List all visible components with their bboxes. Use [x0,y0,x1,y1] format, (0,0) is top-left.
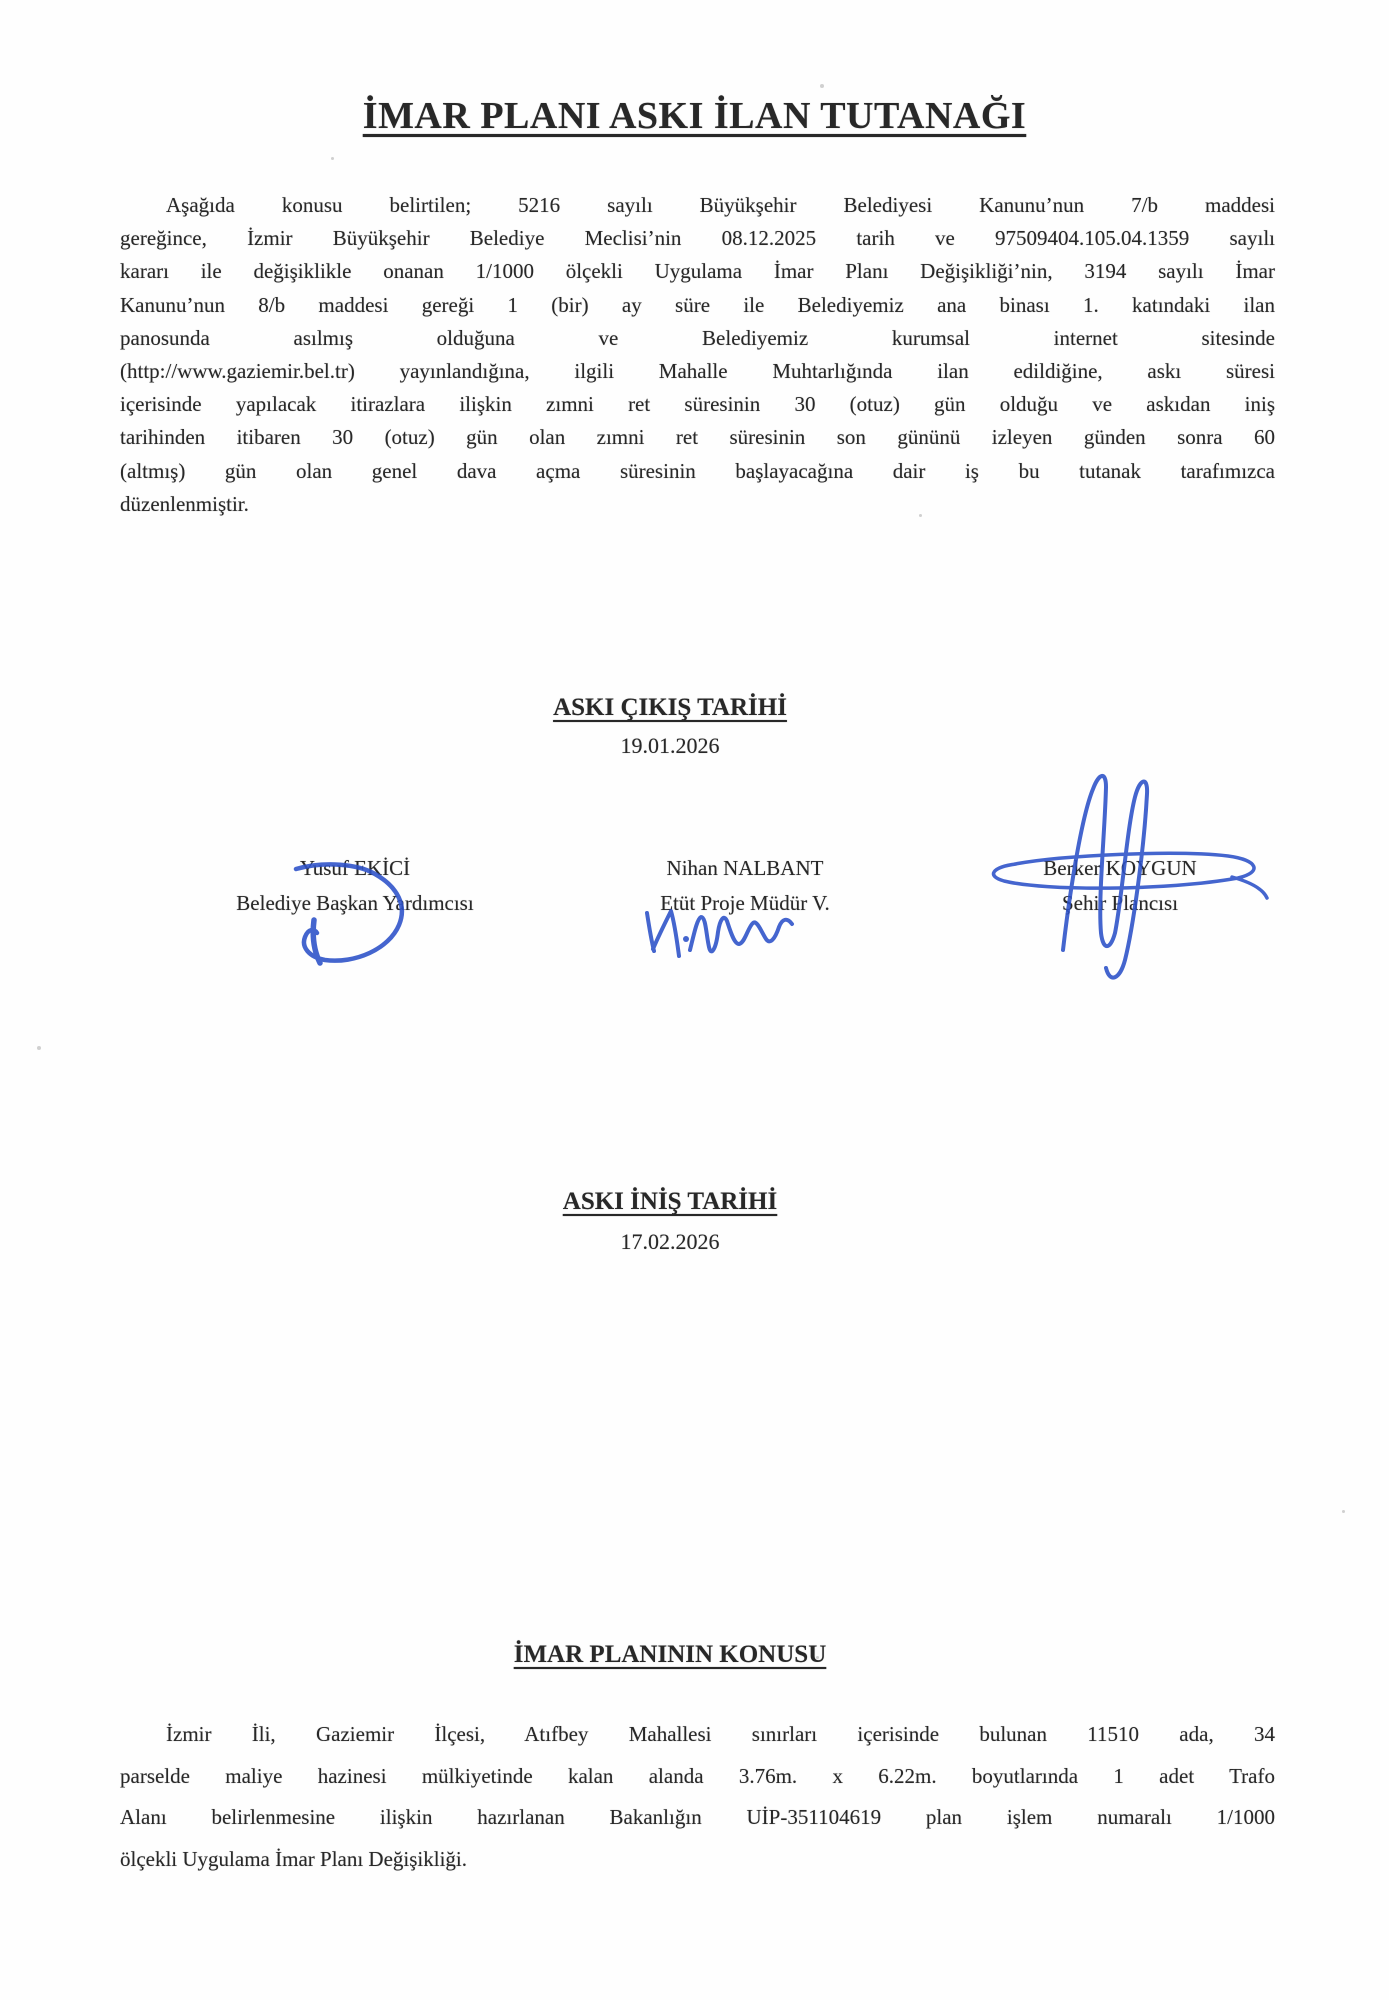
intro-paragraph [120,189,1275,521]
signatory-block [950,851,1290,921]
scan-speck [820,84,824,88]
signatory-name: Nihan NALBANT [666,856,824,880]
signatory-name: Berker KOYGUN [1043,856,1197,880]
aski-inis-section [25,1188,1315,1216]
scan-speck [919,514,922,517]
aski-inis-heading: ASKI İNİŞ TARİHİ [562,1188,778,1215]
paragraph-line: tarihinden itibaren 30 (otuz) gün olan zımni ret süresinin son gününü izleyen günden sonra 60 [120,425,1275,450]
paragraph-line: İzmir İli, Gaziemir İlçesi, Atıfbey Mahallesi sınırları içerisinde bulunan 11510 ada, 34 [166,1722,1275,1746]
imar-konusu-heading: İMAR PLANININ KONUSU [513,1641,827,1668]
aski-cikis-section [25,694,1315,722]
paragraph-line: panosunda asılmış olduğuna ve Belediyemiz kurumsal internet sitesinde [120,325,1275,350]
signatory-block [575,851,915,921]
paragraph-line: Kanunu’nun 8/b maddesi gereği 1 (bir) ay süre ile Belediyemiz ana binası 1. katındaki ilan [120,292,1275,317]
signatory-title: Etüt Proje Müdür V. [660,891,830,915]
signatory-block [170,851,540,921]
aski-inis-date: 17.02.2026 [620,1229,720,1254]
paragraph-line: düzenlenmiştir. [120,491,249,516]
konu-paragraph [120,1714,1275,1880]
aski-cikis-heading: ASKI ÇIKIŞ TARİHİ [553,694,787,721]
paragraph-line: parselde maliye hazinesi mülkiyetinde kalan alanda 3.76m. x 6.22m. boyutlarında 1 adet Trafo [120,1763,1275,1788]
paragraph-line: gereğince, İzmir Büyükşehir Belediye Meclisi’nin 08.12.2025 tarih ve 97509404.105.04.1359 sayılı [120,226,1275,251]
paragraph-line: kararı ile değişiklikle onanan 1/1000 ölçekli Uygulama İmar Planı Değişikliği’nin, 3194 sayılı İmar [120,259,1275,284]
aski-cikis-date-row [25,733,1315,759]
paragraph-line: (http://www.gaziemir.bel.tr) yayınlandığına, ilgili Mahalle Muhtarlığında ilan edildiğine, askı süresi [120,359,1275,384]
scan-speck [1342,1510,1345,1513]
scan-speck [37,1046,41,1050]
paragraph-line: (altmış) gün olan genel dava açma süresinin başlayacağına dair iş bu tutanak tarafımızca [120,458,1275,483]
signatory-title: Şehir Plancısı [1061,891,1179,915]
paragraph-line: içerisinde yapılacak itirazlara ilişkin zımni ret süresinin 30 (otuz) gün olduğu ve askıdan iniş [120,392,1275,417]
paragraph-line: Alanı belirlenmesine ilişkin hazırlanan Bakanlığın UİP-351104619 plan işlem numaralı 1/1000 [120,1805,1275,1829]
document-title: İMAR PLANI ASKI İLAN TUTANAĞI [362,95,1027,137]
aski-cikis-date: 19.01.2026 [620,733,720,758]
signatory-name: Yusuf EKİCİ [299,856,411,880]
aski-inis-date-row [25,1229,1315,1255]
signatory-title: Belediye Başkan Yardımcısı [236,891,474,915]
paragraph-line: ölçekli Uygulama İmar Planı Değişikliği. [120,1846,468,1871]
imar-konusu-section [25,1641,1315,1669]
scan-speck [331,157,334,160]
paragraph-line: Aşağıda konusu belirtilen; 5216 sayılı Büyükşehir Belediyesi Kanunu’nun 7/b maddesi [166,193,1275,217]
scan-speck [816,1656,819,1659]
